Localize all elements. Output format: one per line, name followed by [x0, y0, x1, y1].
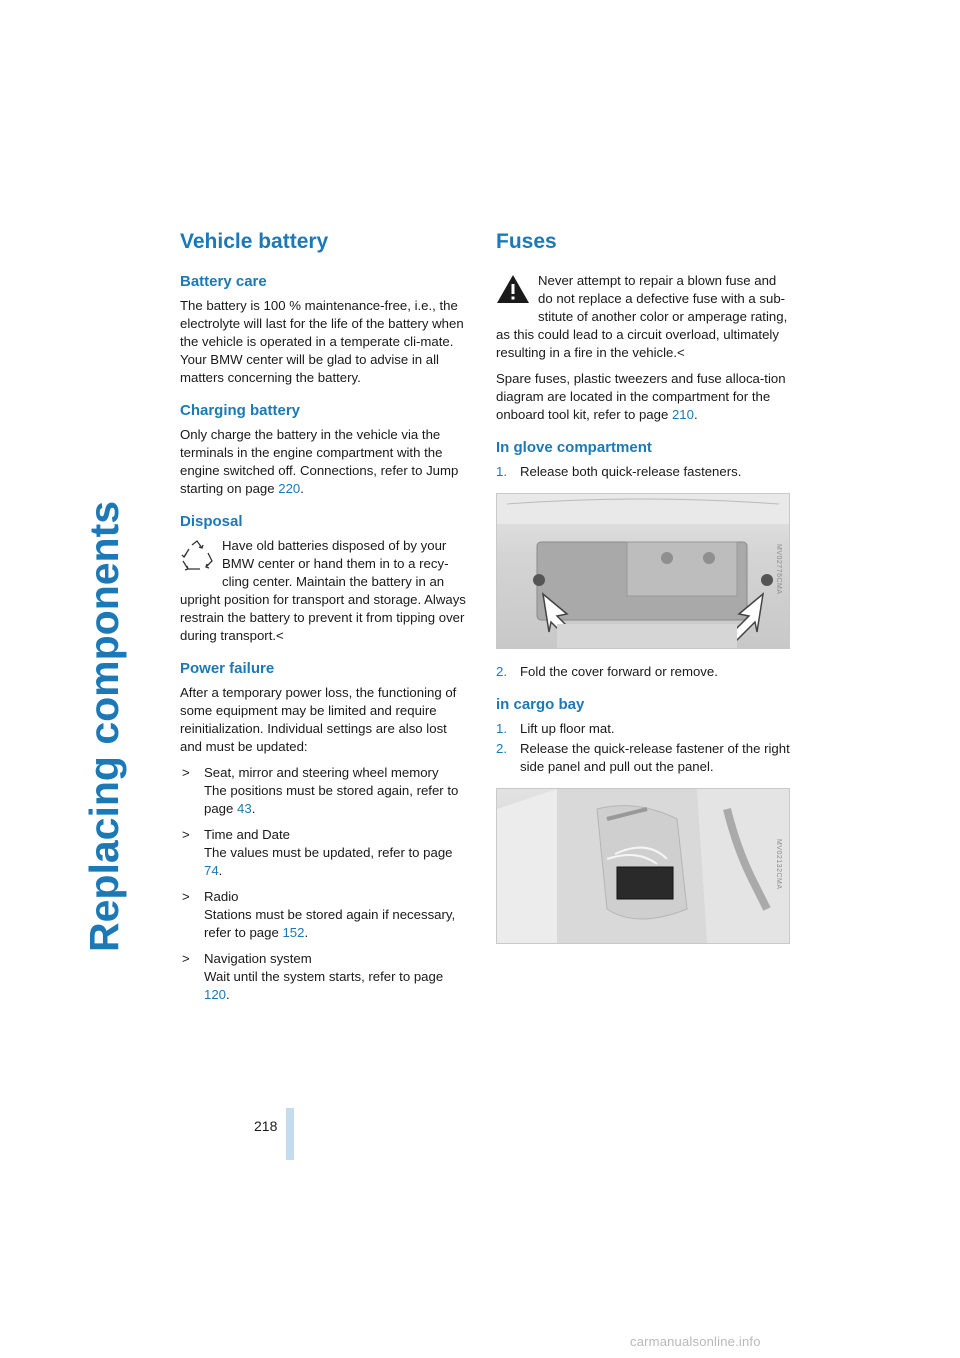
period: .: [304, 925, 309, 940]
power-failure-text: After a temporary power loss, the functioning of some equipment may be limited and require reinitialization. Individual settings are also lost and must be updated:: [180, 685, 457, 754]
list-item-text: Stations must be stored again if necessary, refer to page: [204, 907, 456, 940]
page-link-220[interactable]: 220: [278, 481, 301, 496]
list-item-text: The positions must be stored again, refer to page: [204, 783, 459, 816]
list-item-text: The values must be updated, refer to page: [204, 845, 453, 860]
period: .: [251, 801, 256, 816]
step-item: [496, 463, 790, 481]
power-failure-list: [180, 764, 472, 1004]
glove-steps-2: [496, 663, 790, 681]
glove-compartment-photo: [496, 493, 790, 649]
glove-steps: [496, 463, 790, 481]
spare-fuses-paragraph: [496, 370, 790, 424]
photo-code: MV02776CMA: [775, 544, 782, 595]
step-text: Release both quick-release fasteners.: [520, 464, 742, 479]
vehicle-battery-heading: Vehicle battery: [180, 230, 329, 253]
disposal-heading: Disposal: [180, 513, 243, 530]
cargo-bay-heading: in cargo bay: [496, 696, 585, 713]
battery-care-text: The battery is 100 % maintenance-free, i.e., the electrolyte will last for the life of the battery when the vehicle is operated in a temperate cli-mate. Your BMW center will be glad to advise in all matters concerning the battery.: [180, 298, 464, 385]
list-item-title: Radio: [204, 889, 239, 904]
list-item: [180, 764, 472, 818]
list-item-text: Wait until the system starts, refer to page: [204, 969, 444, 984]
step-item: [496, 663, 790, 681]
page-side-bar: [286, 1108, 294, 1160]
disposal-text: Have old batteries disposed of by your BMW center or hand them in to a recy-cling center. Maintain the battery in an upright position for transport and storage. Always restrain the battery to prevent it from tipping over during transport.<: [180, 538, 466, 643]
step-item: [496, 740, 790, 776]
step-number: 2.: [496, 741, 507, 756]
recycle-icon: [180, 539, 216, 575]
list-marker: >: [182, 827, 190, 842]
cargo-bay-photo: [496, 788, 790, 944]
page-link-120[interactable]: 120: [204, 987, 227, 1002]
disposal-paragraph: [180, 537, 472, 645]
power-failure-heading: Power failure: [180, 660, 275, 677]
step-text: Release the quick-release fastener of the right side panel and pull out the panel.: [520, 741, 790, 774]
page-link-210[interactable]: 210: [671, 407, 694, 422]
charging-battery-text: Only charge the battery in the vehicle via the terminals in the engine compartment with the engine switched off. Connections, refer to Jump starting on page: [180, 427, 459, 496]
page-link-74[interactable]: 74: [204, 863, 219, 878]
list-item-title: Seat, mirror and steering wheel memory: [204, 765, 439, 780]
right-column: [496, 228, 790, 958]
battery-care-heading: Battery care: [180, 273, 267, 290]
period: .: [226, 987, 230, 1002]
period: .: [693, 407, 698, 422]
list-item: [180, 888, 472, 942]
warning-text: Never attempt to repair a blown fuse and do not replace a defective fuse with a sub-stitute of another color or amperage rating, as this could lead to a circuit overload, ultimately resulting in a fire in the vehicle.<: [496, 273, 788, 360]
list-item: [180, 950, 472, 1004]
page-link-43[interactable]: 43: [237, 801, 252, 816]
charging-battery-heading: Charging battery: [180, 402, 301, 419]
list-item-title: Time and Date: [204, 827, 291, 842]
list-marker: >: [182, 889, 190, 904]
watermark: carmanualsonline.info: [630, 1334, 761, 1349]
side-section-title: Replacing components: [81, 500, 127, 952]
warning-paragraph: [496, 272, 790, 362]
step-number: 1.: [496, 721, 507, 736]
charging-battery-paragraph: [180, 426, 472, 498]
step-number: 2.: [496, 664, 507, 679]
left-column: [180, 228, 472, 1012]
list-item: [180, 826, 472, 880]
side-title-wrapper: [81, 232, 154, 952]
step-text: Fold the cover forward or remove.: [520, 664, 718, 679]
photo-code: MV02132CMA: [775, 839, 782, 890]
warning-triangle-icon: [496, 274, 532, 310]
cargo-steps: [496, 720, 790, 776]
period: .: [300, 481, 304, 496]
step-number: 1.: [496, 464, 507, 479]
spare-fuses-text: Spare fuses, plastic tweezers and fuse alloca-tion diagram are located in the compartment for the onboard tool kit, refer to page: [496, 371, 786, 422]
list-item-title: Navigation system: [204, 951, 312, 966]
period: .: [218, 863, 223, 878]
step-text: Lift up floor mat.: [520, 721, 615, 736]
glove-compartment-heading: In glove compartment: [496, 439, 652, 456]
page-link-152[interactable]: 152: [282, 925, 305, 940]
list-marker: >: [182, 951, 190, 966]
fuses-heading: Fuses: [496, 230, 557, 253]
step-item: [496, 720, 790, 738]
list-marker: >: [182, 765, 190, 780]
page-number: 218: [254, 1118, 278, 1134]
